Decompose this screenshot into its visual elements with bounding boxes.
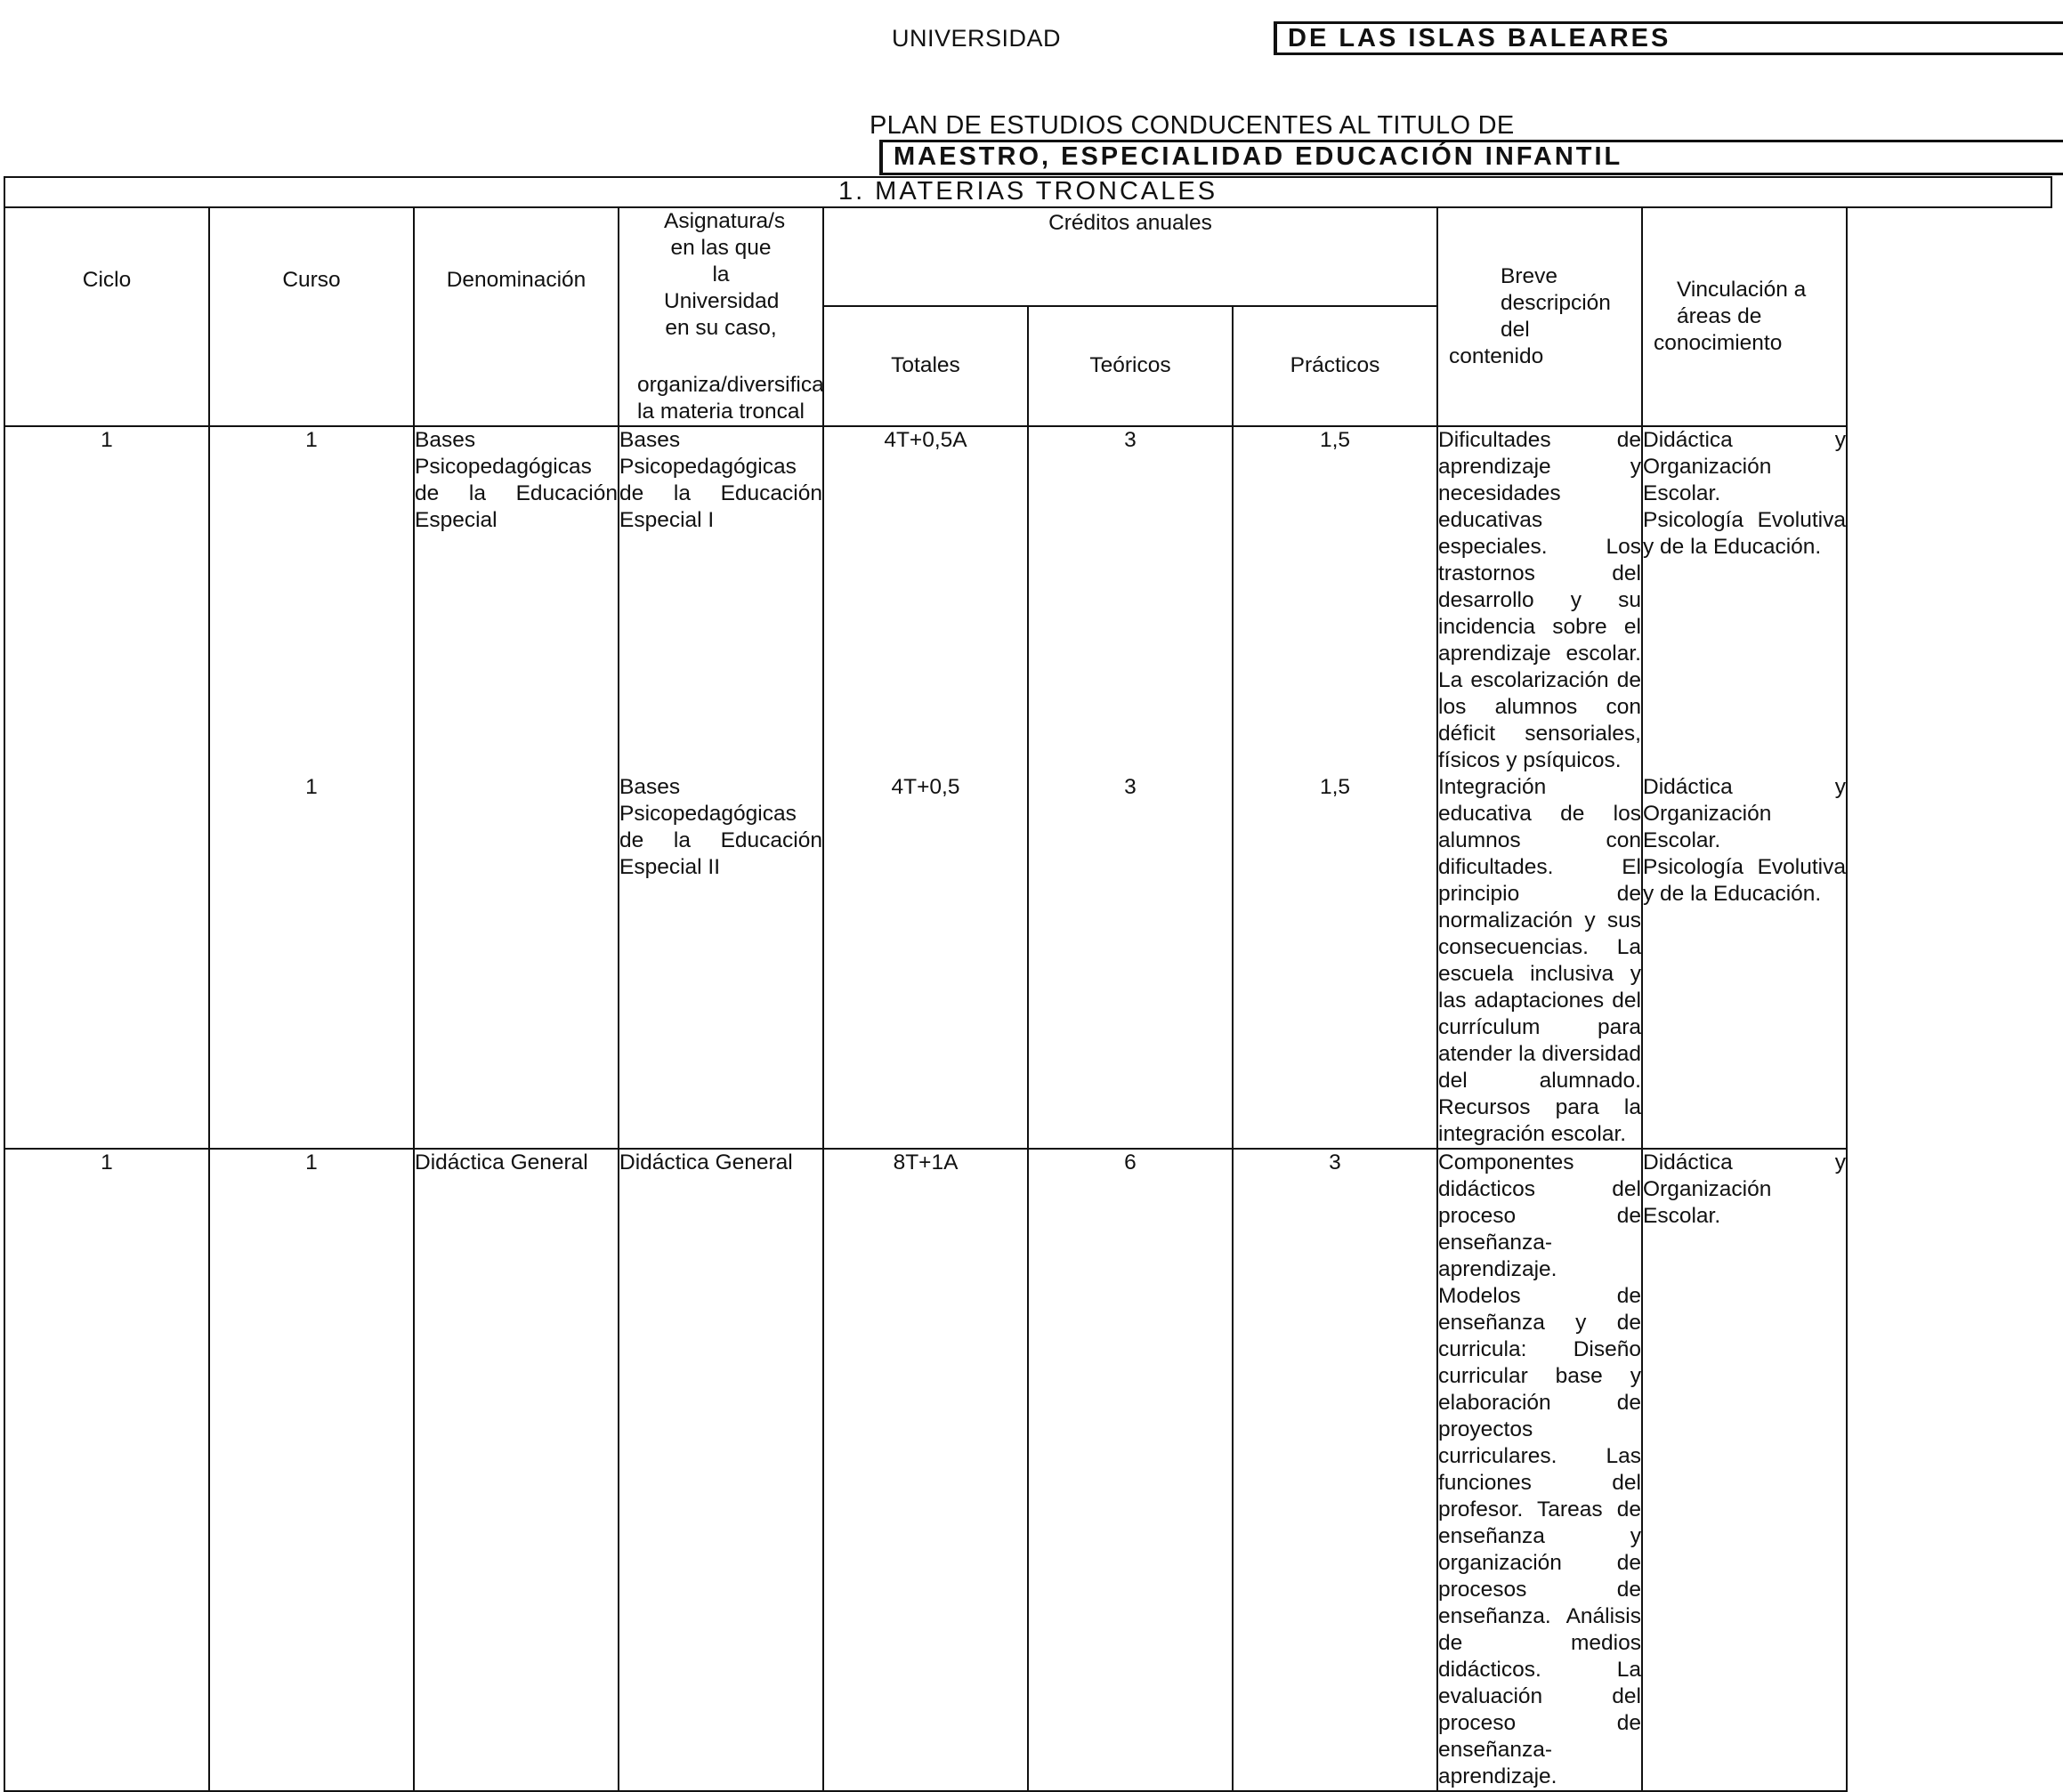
cell-denominacion — [414, 774, 619, 1149]
cell-teoricos: 6 — [1028, 1149, 1233, 1791]
descripcion-header-line2: contenido — [1449, 344, 1544, 368]
vinculacion-area: Psicología Evolutiva y de la Educación. — [1643, 855, 1846, 906]
plan-title: PLAN DE ESTUDIOS CONDUCENTES AL TITULO DE — [870, 111, 1515, 140]
cell-ciclo — [4, 774, 209, 1149]
cell-totales: 4T+0,5A — [823, 426, 1028, 774]
col-teoricos-header: Teóricos — [1028, 306, 1233, 426]
table-row — [4, 426, 2051, 774]
col-practicos-header: Prácticos — [1233, 306, 1437, 426]
section-title: 1. MATERIAS TRONCALES — [4, 177, 2051, 207]
cell-asignatura: Bases Psicopedagógicas de la Educación Especial I — [619, 426, 823, 774]
vinculacion-area: Didáctica y Organización Escolar. — [1643, 1150, 1846, 1228]
vinculacion-header-line2: conocimiento — [1654, 331, 1783, 355]
col-descripcion-header — [1437, 207, 1642, 426]
cell-vinculacion — [1642, 426, 1847, 774]
asignatura-header-line1: Asignatura/s en las que la Universidad en su caso, — [664, 209, 786, 340]
cell-denominacion: Didáctica General — [414, 1149, 619, 1791]
university-label: UNIVERSIDAD — [892, 25, 1062, 52]
col-denominacion-header: Denominación — [414, 207, 619, 426]
cell-descripcion: Integración educativa de los alumnos con dificultades. El principio de normalización y sus consecuencias. La escuela inclusiva y las adaptaciones del currículum para atender la diversidad del alumnado. Recursos para la integración escolar. — [1437, 774, 1642, 1149]
vinculacion-area: Didáctica y Organización Escolar. — [1643, 428, 1846, 505]
cell-teoricos: 3 — [1028, 426, 1233, 774]
cell-descripcion: Componentes didácticos del proceso de enseñanza-aprendizaje. Modelos de enseñanza y de curricula: Diseño curricular base y elaboración de proyectos curriculares. Las funciones del profesor. Tareas de enseñanza y organización de procesos de enseñanza. Análisis de medios didácticos. La evaluación del proceso de enseñanza-aprendizaje. — [1437, 1149, 1642, 1791]
descripcion-header-line1: Breve descripción del — [1501, 264, 1611, 342]
cell-teoricos: 3 — [1028, 774, 1233, 1149]
cell-practicos: 3 — [1233, 1149, 1437, 1791]
cell-totales: 8T+1A — [823, 1149, 1028, 1791]
cell-curso: 1 — [209, 426, 414, 774]
cell-curso: 1 — [209, 1149, 414, 1791]
degree-name-box: MAESTRO, ESPECIALIDAD EDUCACIÓN INFANTIL — [879, 140, 2063, 175]
university-name-box: DE LAS ISLAS BALEARES — [1274, 21, 2063, 55]
asignatura-header-line2: organiza/diversifica la materia troncal — [637, 373, 824, 424]
vinculacion-area: Didáctica y Organización Escolar. — [1643, 775, 1846, 852]
spacer-col — [1847, 207, 2051, 426]
cell-practicos: 1,5 — [1233, 774, 1437, 1149]
cell-denominacion: Bases Psicopedagógicas de la Educación Especial — [414, 426, 619, 774]
col-vinculacion-header — [1642, 207, 1847, 426]
table-row — [4, 774, 2051, 1149]
cell-ciclo: 1 — [4, 426, 209, 774]
cell-vinculacion — [1642, 1149, 1847, 1791]
col-ciclo-header: Ciclo — [4, 207, 209, 426]
cell-vinculacion — [1642, 774, 1847, 1149]
cell-asignatura: Didáctica General — [619, 1149, 823, 1791]
vinculacion-header-line1: Vinculación a áreas de — [1677, 278, 1807, 328]
col-asignatura-header — [619, 207, 823, 426]
cell-descripcion: Dificultades de aprendizaje y necesidades educativas especiales. Los trastornos del desarrollo y su incidencia sobre el aprendizaje escolar. La escolarización de los alumnos con déficit sensoriales, físicos y psíquicos. — [1438, 428, 1641, 772]
cell-practicos: 1,5 — [1233, 426, 1437, 774]
materias-troncales-table — [4, 176, 2052, 1792]
cell-curso: 1 — [209, 774, 414, 1149]
cell-totales: 4T+0,5 — [823, 774, 1028, 1149]
col-totales-header: Totales — [823, 306, 1028, 426]
cell-ciclo: 1 — [4, 1149, 209, 1791]
col-curso-header: Curso — [209, 207, 414, 426]
col-creditos-header: Créditos anuales — [823, 207, 1437, 306]
table-row — [4, 1149, 2051, 1791]
cell-asignatura: Bases Psicopedagógicas de la Educación Especial II — [619, 774, 823, 1149]
vinculacion-area: Psicología Evolutiva y de la Educación. — [1643, 508, 1846, 559]
